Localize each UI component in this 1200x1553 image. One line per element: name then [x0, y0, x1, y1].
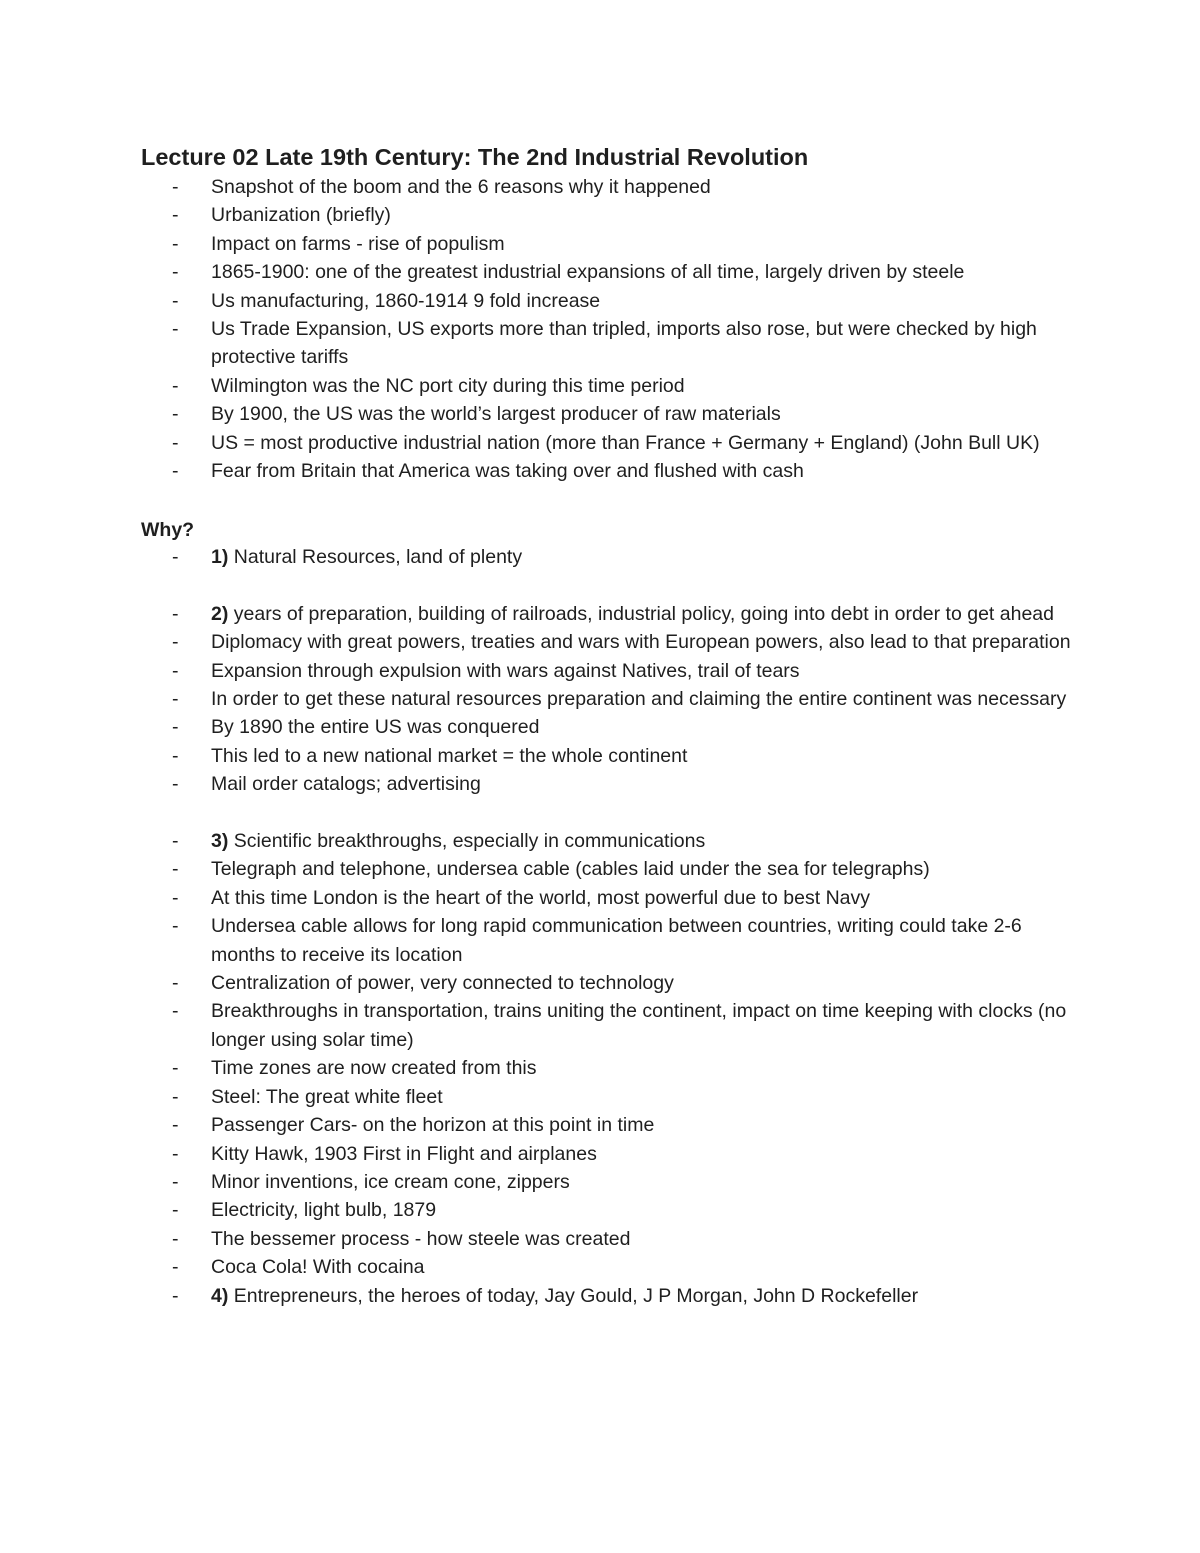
- bullet-text: Expansion through expulsion with wars against Natives, trail of tears: [211, 659, 800, 682]
- bullet-item: [0, 770, 1200, 798]
- bullet-item: [0, 912, 1200, 969]
- bullet-text: Telegraph and telephone, undersea cable (cables laid under the sea for telegraphs): [211, 858, 930, 881]
- bullet-item: [0, 827, 1200, 855]
- bullet-item: [0, 429, 1200, 457]
- bullet-marker: -: [172, 460, 179, 483]
- bullet-item: [0, 1054, 1200, 1082]
- bullet-text: Us manufacturing, 1860-1914 9 fold increase: [211, 289, 601, 312]
- bullet-text: Diplomacy with great powers, treaties and wars with European powers, also lead to that preparation: [211, 631, 1071, 654]
- why-bullet-list: [0, 543, 1200, 1310]
- bullet-text: years of preparation, building of railroads, industrial policy, going into debt in order to get ahead: [228, 602, 1054, 625]
- bullet-marker: -: [172, 688, 179, 711]
- bullet-item: [0, 457, 1200, 485]
- bullet-text: At this time London is the heart of the world, most powerful due to best Navy: [211, 886, 871, 909]
- bullet-text: Entrepreneurs, the heroes of today, Jay Gould, J P Morgan, John D Rockefeller: [228, 1284, 919, 1307]
- bullet-marker: -: [172, 886, 179, 909]
- bullet-text: The bessemer process - how steele was created: [211, 1227, 631, 1250]
- bullet-item: [0, 230, 1200, 258]
- bullet-marker: -: [172, 1199, 179, 1222]
- bullet-text: Electricity, light bulb, 1879: [211, 1199, 437, 1222]
- bullet-marker: -: [172, 1142, 179, 1165]
- bullet-item: [0, 258, 1200, 286]
- bullet-marker: -: [172, 1284, 179, 1307]
- bullet-item: [0, 685, 1200, 713]
- bullet-text: Centralization of power, very connected to technology: [211, 972, 674, 995]
- bullet-text: Scientific breakthroughs, especially in communications: [228, 830, 706, 853]
- bullet-text: US = most productive industrial nation (more than France + Germany + England) (John Bull UK): [211, 431, 1040, 454]
- bullet-item: [0, 173, 1200, 201]
- bullet-text: Steel: The great white fleet: [211, 1085, 443, 1108]
- bullet-text: Passenger Cars- on the horizon at this point in time: [211, 1114, 655, 1137]
- bullet-text: 1865-1900: one of the greatest industrial expansions of all time, largely driven by steele: [211, 261, 965, 284]
- bullet-item: [0, 1083, 1200, 1111]
- reason-number: 3): [211, 830, 229, 853]
- bullet-item: [0, 1111, 1200, 1139]
- bullet-marker: -: [172, 204, 179, 227]
- why-heading: Why?: [141, 519, 195, 541]
- bullet-item: [0, 543, 1200, 571]
- bullet-item: [0, 628, 1200, 656]
- bullet-text: Mail order catalogs; advertising: [211, 773, 481, 796]
- bullet-item: [0, 1140, 1200, 1168]
- bullet-text: By 1900, the US was the world’s largest producer of raw materials: [211, 403, 781, 426]
- bullet-marker: -: [172, 659, 179, 682]
- bullet-marker: -: [172, 602, 179, 625]
- bullet-marker: -: [172, 289, 179, 312]
- bullet-item: [0, 742, 1200, 770]
- bullet-marker: -: [172, 1085, 179, 1108]
- bullet-marker: -: [172, 1000, 179, 1023]
- bullet-marker: -: [172, 1170, 179, 1193]
- bullet-text: Natural Resources, land of plenty: [228, 546, 523, 568]
- bullet-text: Urbanization (briefly): [211, 204, 391, 227]
- bullet-marker: -: [172, 830, 179, 853]
- reason-number: 4): [211, 1284, 229, 1307]
- bullet-marker: -: [172, 631, 179, 654]
- bullet-item: [0, 1168, 1200, 1196]
- bullet-marker: -: [172, 403, 179, 426]
- bullet-marker: -: [172, 374, 179, 397]
- bullet-marker: -: [172, 546, 179, 568]
- bullet-marker: -: [172, 1057, 179, 1080]
- bullet-marker: -: [172, 744, 179, 767]
- bullet-item: [0, 400, 1200, 428]
- bullet-item: [0, 884, 1200, 912]
- document-title: Lecture 02 Late 19th Century: The 2nd Industrial Revolution: [141, 144, 809, 170]
- bullet-text: Wilmington was the NC port city during this time period: [211, 374, 685, 397]
- bullet-item: [0, 372, 1200, 400]
- reason-number: 2): [211, 602, 229, 625]
- bullet-marker: -: [172, 773, 179, 796]
- bullet-text: Time zones are now created from this: [211, 1057, 537, 1080]
- bullet-item: [0, 1253, 1200, 1281]
- bullet-marker: -: [172, 1256, 179, 1279]
- bullet-marker: -: [172, 972, 179, 995]
- bullet-text: Impact on farms - rise of populism: [211, 232, 505, 255]
- bullet-marker: -: [172, 915, 179, 938]
- bullet-marker: -: [172, 858, 179, 881]
- bullet-marker: -: [172, 261, 179, 284]
- bullet-item: [0, 1225, 1200, 1253]
- bullet-marker: -: [172, 1227, 179, 1250]
- bullet-marker: -: [172, 176, 179, 198]
- bullet-text: Breakthroughs in transportation, trains uniting the continent, impact on time keeping with clocks (no longer using solar time): [211, 1000, 1067, 1051]
- bullet-item: [0, 287, 1200, 315]
- bullet-marker: -: [172, 232, 179, 255]
- bullet-item: [0, 657, 1200, 685]
- bullet-item: [0, 969, 1200, 997]
- bullet-text: Snapshot of the boom and the 6 reasons why it happened: [211, 176, 711, 198]
- bullet-text: Undersea cable allows for long rapid communication between countries, writing could take 2-6 months to receive its location: [211, 915, 1022, 966]
- bullet-text: Us Trade Expansion, US exports more than tripled, imports also rose, but were checked by high protective tariffs: [211, 318, 1037, 369]
- bullet-item: [0, 855, 1200, 883]
- bullet-text: Minor inventions, ice cream cone, zippers: [211, 1170, 570, 1193]
- bullet-item: [0, 1282, 1200, 1310]
- bullet-item: [0, 315, 1200, 372]
- bullet-text: By 1890 the entire US was conquered: [211, 716, 540, 739]
- bullet-item: [0, 201, 1200, 229]
- bullet-item: [0, 1196, 1200, 1224]
- intro-bullet-list: [0, 173, 1200, 485]
- reason-number: 1): [211, 546, 229, 568]
- bullet-marker: -: [172, 431, 179, 454]
- bullet-item: [0, 600, 1200, 628]
- bullet-marker: -: [172, 1114, 179, 1137]
- bullet-text: Fear from Britain that America was taking over and flushed with cash: [211, 460, 804, 483]
- bullet-text: Coca Cola! With cocaina: [211, 1256, 425, 1279]
- bullet-item: [0, 713, 1200, 741]
- bullet-marker: -: [172, 716, 179, 739]
- bullet-marker: -: [172, 318, 179, 341]
- bullet-text: In order to get these natural resources preparation and claiming the entire continent was necessary: [211, 688, 1067, 711]
- bullet-text: Kitty Hawk, 1903 First in Flight and airplanes: [211, 1142, 597, 1165]
- bullet-item: [0, 997, 1200, 1054]
- bullet-text: This led to a new national market = the whole continent: [211, 744, 688, 767]
